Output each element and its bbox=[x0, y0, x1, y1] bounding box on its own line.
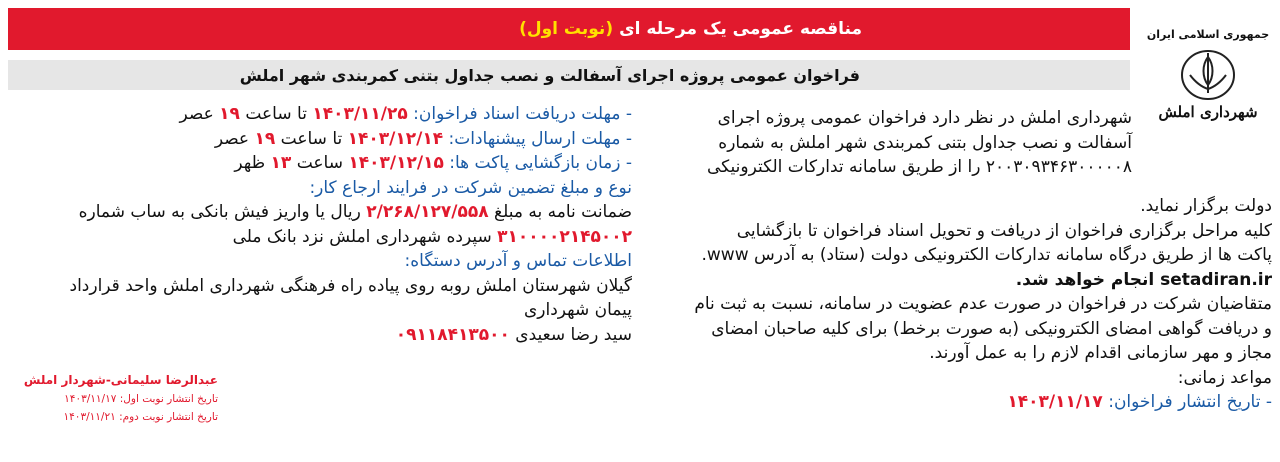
signature-name: عبدالرضا سلیمانی-شهردار املش bbox=[23, 373, 218, 387]
guarantee-text: سپرده شهرداری املش نزد بانک ملی bbox=[232, 226, 492, 247]
body-line: و دریافت گواهی امضای الکترونیکی (به صورت برخط) برای کلیه صاحبان امضای bbox=[711, 318, 1272, 339]
guarantee-line bbox=[78, 200, 632, 225]
deadline-open bbox=[234, 151, 632, 176]
body-line: پاکت ها از طریق درگاه سامانه تدارکات الکترونیکی دولت (ستاد) به آدرس www. bbox=[701, 245, 1272, 265]
publish-date-row bbox=[650, 390, 1272, 415]
deadline-text: عصر bbox=[179, 104, 214, 124]
header-title: مناقصه عمومی یک مرحله ای bbox=[619, 19, 862, 39]
deadline-send bbox=[214, 127, 632, 152]
deadline-date: ۱۴۰۳/۱۲/۱۵ bbox=[348, 153, 444, 173]
contact-heading: اطلاعات تماس و آدرس دستگاه: bbox=[404, 251, 632, 271]
deadline-label: - مهلت ارسال پیشنهادات: bbox=[448, 128, 632, 149]
deadline-hour: ۱۳ bbox=[270, 153, 292, 173]
deadline-date: ۱۴۰۳/۱۱/۲۵ bbox=[312, 104, 408, 124]
body-line: متقاضیان شرکت در فراخوان در صورت عدم عضویت در سامانه، نسبت به ثبت نام bbox=[694, 294, 1272, 314]
intro-line: آسفالت و نصب جداول بتنی کمربندی شهر املش به شماره bbox=[718, 132, 1132, 153]
first-publish-date: تاریخ انتشار نوبت اول: ۱۴۰۳/۱۱/۱۷ bbox=[64, 393, 218, 405]
guarantee-text: ضمانت نامه به مبلغ bbox=[494, 202, 632, 222]
guarantee-heading: نوع و مبلغ تضمین شرکت در فرایند ارجاع کار: bbox=[309, 177, 632, 198]
account-number: ۳۱۰۰۰۰۲۱۴۵۰۰۲ bbox=[497, 226, 632, 247]
publish-date: ۱۴۰۳/۱۱/۱۷ bbox=[1007, 392, 1103, 412]
schedule-heading: مواعد زمانی: bbox=[1177, 367, 1272, 388]
guarantee-amount: ۲/۲۶۸/۱۲۷/۵۵۸ bbox=[366, 202, 489, 222]
municipality-logo bbox=[1144, 24, 1272, 144]
intro-line: شهرداری املش در نظر دارد فراخوان عمومی پروژه اجرای bbox=[717, 108, 1132, 128]
deadline-label: - مهلت دریافت اسناد فراخوان: bbox=[413, 104, 632, 124]
deadline-text: ساعت bbox=[296, 153, 343, 173]
contact-line: گیلان شهرستان املش روبه روی پیاده راه فرهنگی شهرداری املش واحد قرارداد bbox=[69, 275, 632, 296]
signature-block bbox=[8, 370, 218, 458]
contact-line: پیمان شهرداری bbox=[523, 300, 632, 320]
body-line: دولت برگزار نماید. bbox=[1140, 196, 1272, 216]
intro-paragraph bbox=[650, 106, 1132, 180]
guarantee-line bbox=[232, 225, 632, 250]
guarantee-text: ریال یا واریز فیش بانکی به ساب شماره bbox=[78, 202, 361, 222]
contact-person-row bbox=[252, 323, 632, 348]
header-subtitle: فراخوان عمومی پروژه اجرای آسفالت و نصب جداول بتنی کمربندی شهر املش bbox=[239, 65, 860, 85]
contact-person: سید رضا سعیدی bbox=[515, 324, 632, 345]
body-line: مجاز و مهر سازمانی اقدام لازم را به عمل آورند. bbox=[929, 343, 1272, 363]
header-subtitle-bar bbox=[8, 60, 1130, 90]
emblem-icon bbox=[1176, 45, 1240, 101]
deadline-hour: ۱۹ bbox=[219, 104, 240, 124]
deadline-hour: ۱۹ bbox=[254, 128, 276, 149]
logo-city: شهرداری املش bbox=[1158, 103, 1258, 121]
deadline-receive bbox=[179, 102, 632, 127]
deadline-text: عصر bbox=[214, 128, 250, 149]
details-column bbox=[69, 102, 632, 347]
intro-line: ۲۰۰۳۰۹۳۴۶۳۰۰۰۰۰۸ را از طریق سامانه تدارکات الکترونیکی bbox=[706, 157, 1132, 177]
deadline-date: ۱۴۰۳/۱۲/۱۴ bbox=[347, 128, 444, 149]
deadline-text: تا ساعت bbox=[245, 104, 307, 124]
body-line: setadiran.ir انجام خواهد شد. bbox=[1015, 269, 1272, 290]
body-paragraph bbox=[650, 194, 1272, 415]
header-title-bar bbox=[8, 8, 1130, 50]
header-round: (نوبت اول) bbox=[519, 19, 614, 39]
deadline-text: ظهر bbox=[234, 153, 266, 173]
logo-country: جمهوری اسلامی ایران bbox=[1146, 28, 1270, 41]
contact-phone: ۰۹۱۱۸۴۱۳۵۰۰ bbox=[395, 324, 510, 345]
second-publish-date: تاریخ انتشار نوبت دوم: ۱۴۰۳/۱۱/۲۱ bbox=[63, 411, 218, 423]
deadline-text: تا ساعت bbox=[280, 128, 343, 149]
deadline-label: - زمان بازگشایی پاکت ها: bbox=[449, 153, 632, 173]
body-line: کلیه مراحل برگزاری فراخوان از دریافت و تحویل اسناد فراخوان تا بازگشایی bbox=[736, 220, 1272, 241]
publish-label: - تاریخ انتشار فراخوان: bbox=[1108, 392, 1272, 412]
